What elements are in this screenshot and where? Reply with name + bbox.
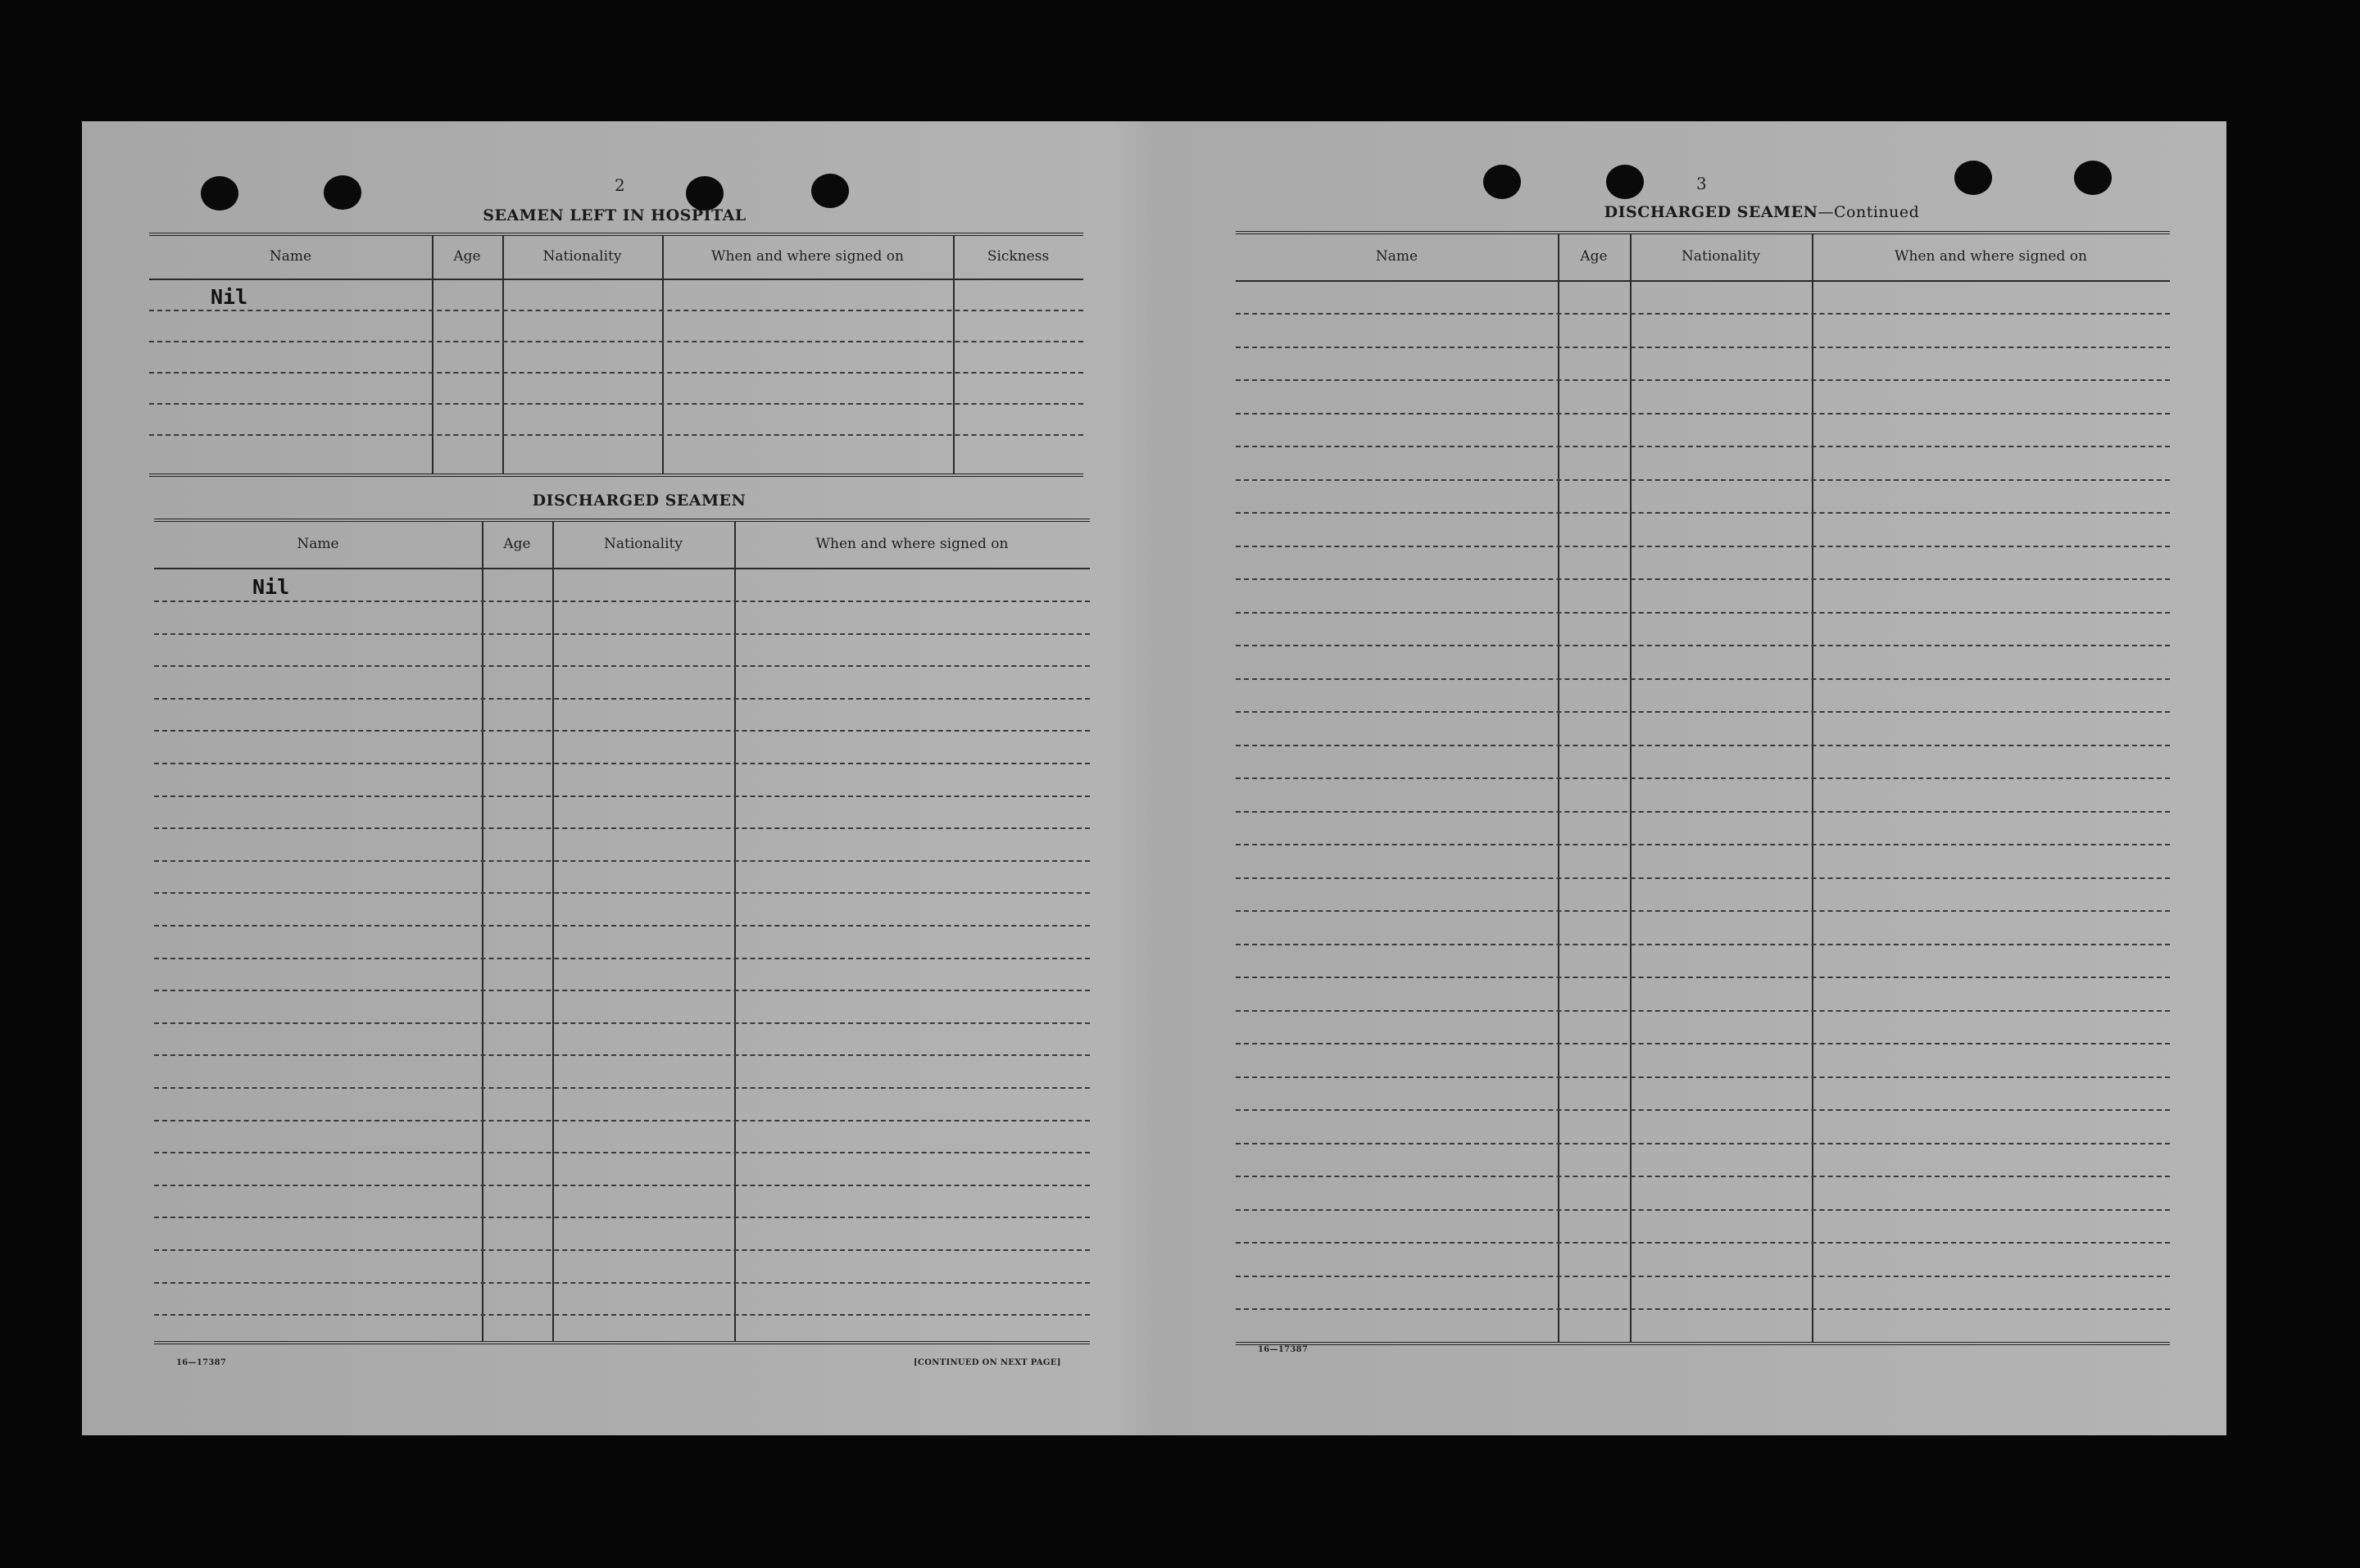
table-row (1236, 546, 2170, 547)
table-row (154, 1152, 1090, 1153)
table-row (154, 1087, 1090, 1089)
table-row (154, 1217, 1090, 1218)
table-row (1236, 578, 2170, 580)
table-row (154, 1314, 1090, 1316)
table-row (1236, 944, 2170, 945)
table-row (1236, 612, 2170, 614)
column-divider (432, 236, 433, 474)
column-header-signed-on: When and where signed on (1895, 248, 2087, 265)
table-row (1236, 1010, 2170, 1012)
header-rule (149, 279, 1083, 280)
column-header-name: Name (1375, 248, 1418, 265)
table-row (154, 600, 1090, 602)
table-row (154, 892, 1090, 894)
column-divider (953, 236, 955, 474)
hospital-section-title: SEAMEN LEFT IN HOSPITAL (483, 206, 747, 224)
table-row (149, 434, 1083, 436)
column-header-signed-on: When and where signed on (815, 536, 1009, 552)
table-row (1236, 711, 2170, 713)
table-row (149, 341, 1083, 342)
column-header-age: Age (1580, 248, 1608, 265)
table-row (154, 990, 1090, 991)
header-rule (1236, 280, 2170, 282)
discharged-section-title: DISCHARGED SEAMEN (532, 492, 747, 510)
table-row (1236, 1209, 2170, 1211)
table-row (1236, 512, 2170, 514)
table-row (1236, 844, 2170, 845)
table-row (1236, 1176, 2170, 1177)
table-row (1236, 1109, 2170, 1111)
discharged-continued-table (1236, 231, 2170, 1345)
table-row (1236, 479, 2170, 481)
continued-note: [CONTINUED ON NEXT PAGE] (914, 1358, 1061, 1367)
table-row (1236, 1276, 2170, 1277)
column-header-nationality: Nationality (1682, 248, 1760, 265)
punch-hole (1954, 161, 1992, 195)
discharged-entry: Nil (252, 575, 290, 599)
column-header-nationality: Nationality (604, 536, 683, 552)
table-row (1236, 1076, 2170, 1078)
table-row (154, 1054, 1090, 1056)
table-row (1236, 313, 2170, 315)
table-row (1236, 977, 2170, 978)
table-row (1236, 413, 2170, 415)
punch-hole (1606, 165, 1644, 199)
table-row (1236, 1242, 2170, 1244)
table-row (149, 403, 1083, 405)
column-header-name: Name (297, 536, 339, 552)
table-row (1236, 1043, 2170, 1045)
column-header-name: Name (269, 248, 312, 265)
discharged-continued-title-main: DISCHARGED SEAMEN (1604, 203, 1818, 221)
table-row (1236, 877, 2170, 879)
discharged-continued-title (1475, 203, 2049, 221)
column-header-age: Age (503, 536, 531, 552)
table-row (154, 730, 1090, 732)
punch-hole (324, 175, 361, 210)
table-row (154, 1282, 1090, 1284)
column-header-sickness: Sickness (987, 248, 1050, 265)
table-row (154, 860, 1090, 862)
table-row (154, 1022, 1090, 1024)
table-row (154, 958, 1090, 959)
column-header-nationality: Nationality (542, 248, 622, 265)
table-row (154, 925, 1090, 927)
table-row (154, 763, 1090, 764)
column-header-signed-on: When and where signed on (711, 248, 904, 265)
table-row (1236, 910, 2170, 912)
table-row (1236, 347, 2170, 348)
table-row (149, 372, 1083, 374)
table-row (154, 665, 1090, 667)
discharged-table (154, 519, 1090, 1344)
table-row (154, 633, 1090, 635)
page-number: 2 (615, 175, 625, 195)
table-row (1236, 446, 2170, 447)
punch-hole (1483, 165, 1521, 199)
table-row (1236, 379, 2170, 381)
form-number: 16—17387 (1258, 1345, 1309, 1354)
table-row (154, 1249, 1090, 1251)
table-row (1236, 1143, 2170, 1144)
table-row (1236, 1308, 2170, 1310)
table-row (1236, 745, 2170, 746)
table-row (1236, 645, 2170, 646)
discharged-continued-title-suffix: —Continued (1818, 203, 1920, 221)
punch-hole (2074, 161, 2112, 195)
column-divider (662, 236, 664, 474)
table-row (1236, 777, 2170, 779)
punch-hole (201, 176, 238, 211)
column-header-age: Age (453, 248, 481, 265)
scanned-form-spread (82, 121, 2226, 1435)
table-row (154, 827, 1090, 829)
punch-hole (686, 176, 724, 211)
table-row (154, 698, 1090, 700)
hospital-table (149, 233, 1083, 477)
table-row (149, 310, 1083, 311)
header-rule (154, 568, 1090, 569)
column-divider (502, 236, 504, 474)
punch-hole (811, 174, 849, 208)
hospital-entry: Nil (211, 285, 248, 309)
form-number: 16—17387 (176, 1358, 227, 1367)
table-row (1236, 678, 2170, 680)
table-row (1236, 811, 2170, 813)
page-number: 3 (1696, 174, 1707, 193)
table-row (154, 1185, 1090, 1186)
table-row (154, 795, 1090, 797)
table-row (154, 1120, 1090, 1122)
